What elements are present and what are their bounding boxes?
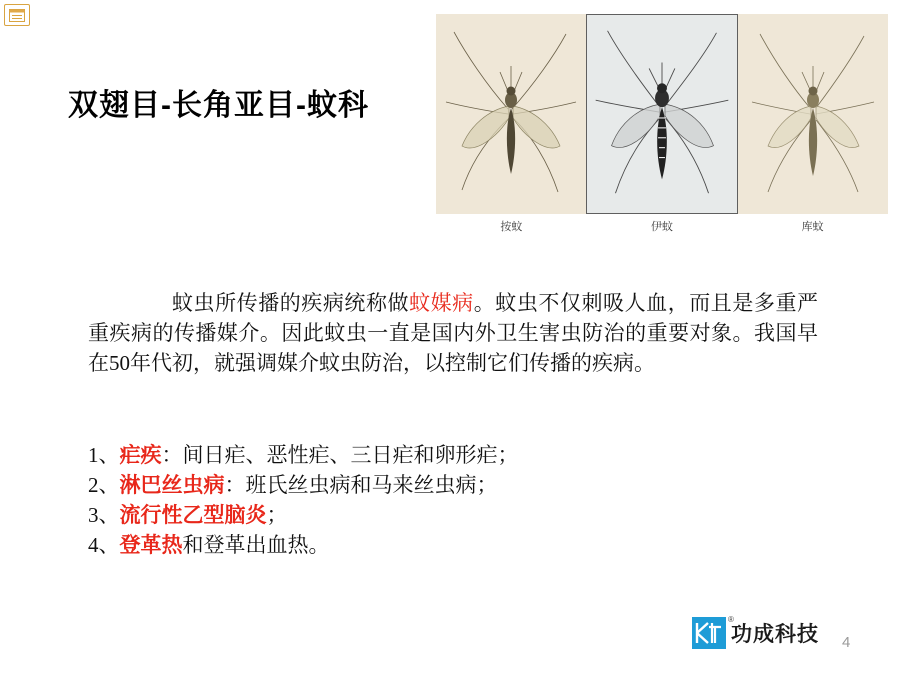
list-item-rest: 和登革出血热。	[182, 533, 330, 557]
anopheles-mosquito-icon	[436, 14, 586, 214]
aedes-mosquito-icon	[587, 15, 737, 213]
page-number: 4	[842, 634, 851, 651]
disease-list	[88, 440, 828, 560]
list-item-term: 登革热	[119, 533, 183, 557]
figure-caption-culex: 库蚊	[801, 221, 824, 233]
list-item-term: 流行性乙型脑炎	[119, 503, 267, 527]
list-item	[88, 500, 828, 530]
figure-cell-anopheles	[436, 14, 586, 214]
list-item-number: 3、	[88, 503, 120, 527]
figure-cell-culex	[738, 14, 888, 214]
page-title: 双翅目-长角亚目-蚊科	[68, 89, 369, 122]
list-item-rest: ；	[266, 503, 288, 527]
list-item-number: 1、	[88, 443, 120, 467]
logo-text: 功成科技	[731, 623, 819, 646]
paragraph-part-2: 。蚊虫不仅刺吸人血，而且是多重严重疾病的传播媒介。因此蚊虫一直是国内外卫生害虫防治的重要对象。我国早在50年代初，就强调媒介蚊虫防治，以控制它们传播的疾病。	[88, 291, 819, 375]
intro-paragraph	[88, 288, 818, 378]
list-item	[88, 440, 828, 470]
list-item-number: 4、	[88, 533, 120, 557]
figure-caption-anopheles: 按蚊	[500, 221, 523, 233]
registered-trademark-mark: ®	[728, 615, 734, 624]
figure-cell-aedes	[586, 14, 738, 214]
company-logo	[692, 617, 819, 649]
logo-mark-icon	[692, 615, 734, 649]
figure-caption-aedes: 伊蚊	[651, 221, 673, 233]
list-item-term: 淋巴丝虫病	[119, 473, 225, 497]
figure-plate	[436, 14, 888, 214]
mosquito-species-plate	[436, 14, 888, 252]
culex-mosquito-icon	[738, 14, 888, 214]
list-item	[88, 470, 828, 500]
paragraph-highlight-term: 蚊媒病	[409, 291, 474, 315]
list-item-rest: ：班氏丝虫病和马来丝虫病；	[224, 473, 498, 497]
list-item-rest: ：间日疟、恶性疟、三日疟和卵形疟；	[161, 443, 519, 467]
list-item	[88, 530, 828, 560]
paragraph-part-1: 蚊虫所传播的疾病统称做	[172, 291, 410, 315]
list-item-number: 2、	[88, 473, 120, 497]
list-item-term: 疟疾	[119, 443, 162, 467]
figure-caption-row	[436, 218, 888, 248]
note-placeholder-icon[interactable]	[4, 4, 30, 26]
